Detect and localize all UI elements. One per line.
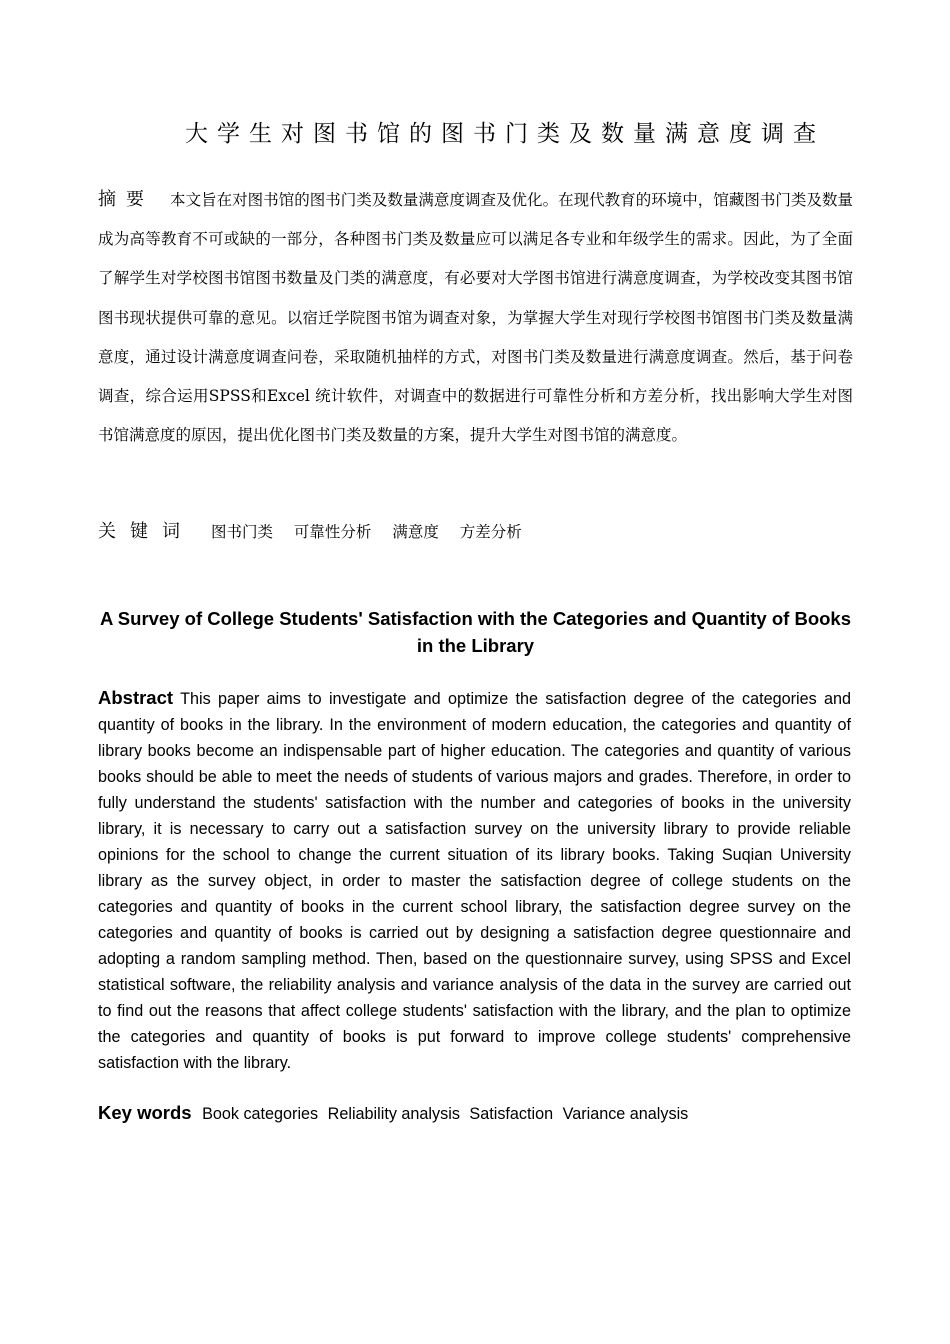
english-keywords bbox=[98, 1100, 858, 1127]
english-keyword: Reliability analysis bbox=[327, 1105, 460, 1123]
english-keyword: Variance analysis bbox=[562, 1105, 689, 1123]
chinese-title: 大学生对图书馆的图书门类及数量满意度调查 bbox=[185, 121, 825, 147]
english-abstract-text: This paper aims to investigate and optimize the satisfaction degree of the categories and quantity of books in the library. In the environment of modern education, the categories and quantity of library books become an indispensable part of higher education. The categories and quantity of various books should be able to meet the needs of students of various majors and grades. Therefore, in order to fully understand the students' satisfaction with the number and categories of books in the university library, it is necessary to carry out a satisfaction survey on the university library to provide reliable opinions for the school to change the current situation of its library books. Taking Suqian University library as the survey object, in order to master the satisfaction degree of college students on the categories and quantity of books in the current school library, the satisfaction degree survey on the categories and quantity of books is carried out by designing a satisfaction degree questionnaire and adopting a random sampling method. Then, based on the questionnaire survey, using SPSS and Excel statistical software, the reliability analysis and variance analysis of the data in the survey are carried out to find out the reasons that affect college students' satisfaction with the library, and the plan to optimize the categories and quantity of books is put forward to improve college students' comprehensive satisfaction with the library. bbox=[98, 690, 851, 1072]
chinese-keywords-label: 关键词 bbox=[98, 521, 194, 542]
english-abstract bbox=[98, 685, 851, 1076]
chinese-keywords bbox=[98, 516, 858, 548]
english-keyword: Satisfaction bbox=[469, 1105, 554, 1123]
chinese-keyword: 方差分析 bbox=[459, 523, 522, 541]
chinese-keyword: 图书门类 bbox=[210, 523, 273, 541]
english-title: A Survey of College Students' Satisfaction with the Categories and Quantity of Books in the Library bbox=[99, 608, 851, 656]
chinese-abstract-label: 摘要 bbox=[98, 189, 155, 210]
chinese-abstract-text: 本文旨在对图书馆的图书门类及数量满意度调查及优化。在现代教育的环境中，馆藏图书门类及数量成为高等教育不可或缺的一部分，各种图书门类及数量应可以满足各专业和年级学生的需求。因此，为了全面了解学生对学校图书馆图书数量及门类的满意度，有必要对大学图书馆进行满意度调查，为学校改变其图书馆图书现状提供可靠的意见。以宿迁学院图书馆为调查对象，为掌握大学生对现行学校图书馆图书门类及数量满意度，通过设计满意度调查问卷，采取随机抽样的方式，对图书门类及数量进行满意度调查。然后，基于问卷调查，综合运用SPSS和Excel 统计软件，对调查中的数据进行可靠性分析和方差分析，找出影响大学生对图书馆满意度的原因，提出优化图书门类及数量的方案，提升大学生对图书馆的满意度。 bbox=[98, 191, 853, 445]
english-keyword: Book categories bbox=[202, 1105, 319, 1123]
chinese-keyword: 可靠性分析 bbox=[293, 523, 372, 541]
chinese-abstract bbox=[98, 180, 853, 455]
english-abstract-label: Abstract bbox=[98, 687, 174, 708]
english-keywords-label: Key words bbox=[98, 1102, 192, 1123]
chinese-keyword: 满意度 bbox=[392, 523, 439, 541]
